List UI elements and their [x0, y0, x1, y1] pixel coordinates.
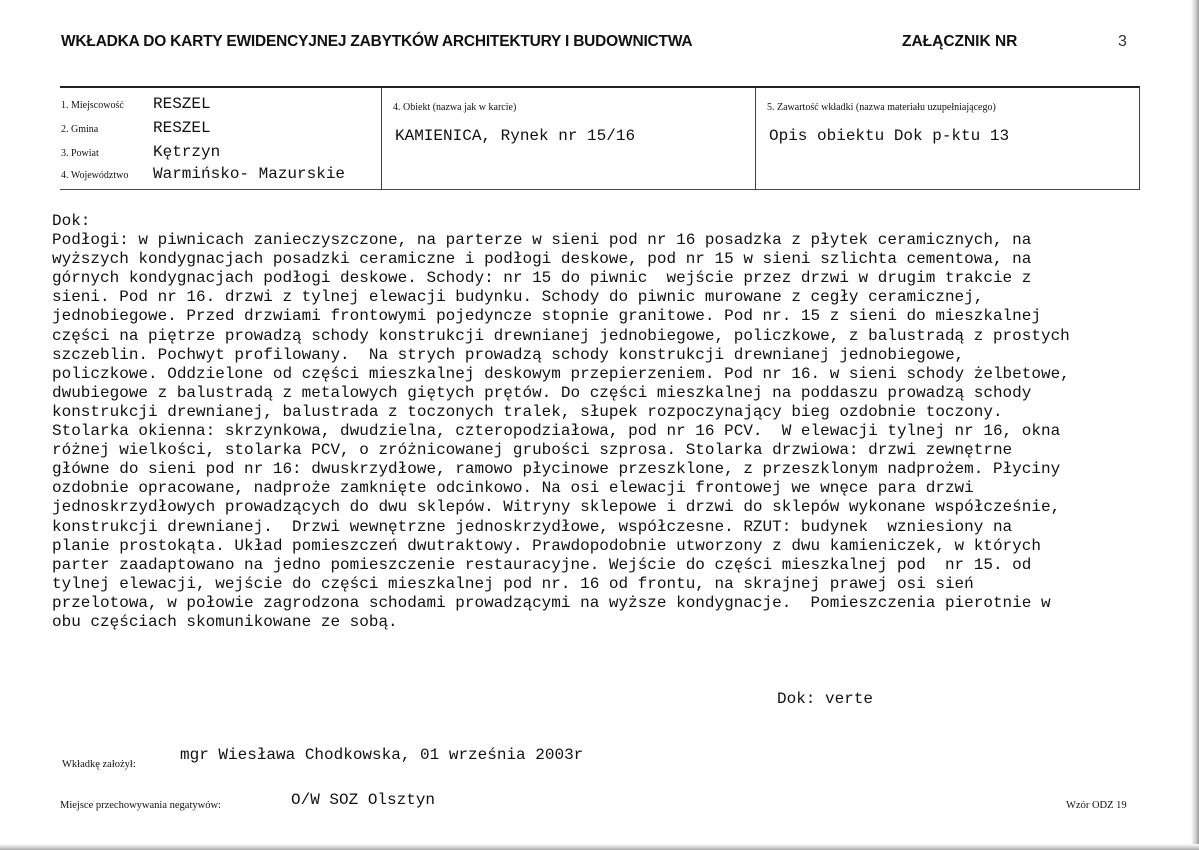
voivodeship-label: 4. Województwo: [61, 170, 129, 181]
commune-row: [60, 118, 381, 140]
district-value: Kętrzyn: [153, 143, 221, 161]
locality-row: [60, 94, 381, 116]
district-label: 3. Powiat: [61, 148, 99, 159]
contents-cell: [755, 88, 1139, 189]
scan-edge-right: [1191, 0, 1199, 850]
author-value: mgr Wiesława Chodkowska, 01 września 2003r: [180, 746, 584, 764]
annex-label: ZAŁĄCZNIK NR: [902, 33, 1018, 50]
negatives-label: Miejsce przechowywania negatywów:: [60, 800, 221, 811]
form-model-label: Wzór ODZ 19: [1066, 800, 1127, 811]
object-cell: [381, 88, 756, 189]
annex-number: 3: [1118, 33, 1127, 50]
voivodeship-row: [60, 164, 381, 186]
locality-label: 1. Miejscowość: [61, 100, 124, 111]
contents-value: Opis obiektu Dok p-ktu 13: [769, 127, 1010, 145]
locality-value: RESZEL: [153, 95, 211, 113]
author-label: Wkładkę założył:: [62, 759, 136, 770]
commune-label: 2. Gmina: [61, 124, 99, 135]
object-label: 4. Obiekt (nazwa jak w karcie): [393, 102, 517, 113]
continuation-note: Dok: verte: [777, 690, 874, 708]
negatives-value: O/W SOZ Olsztyn: [291, 791, 436, 809]
object-value: KAMIENICA, Rynek nr 15/16: [395, 127, 636, 145]
voivodeship-value: Warmińsko- Mazurskie: [153, 165, 346, 183]
contents-label: 5. Zawartość wkładki (nazwa materiału uzupełniającego): [767, 102, 996, 113]
commune-value: RESZEL: [153, 119, 211, 137]
scan-edge-bottom: [0, 844, 1199, 850]
form-title: WKŁADKA DO KARTY EWIDENCYJNEJ ZABYTKÓW ARCHITEKTURY I BUDOWNICTWA: [61, 33, 693, 50]
description-text: Dok: Podłogi: w piwnicach zanieczyszczone, na parterze w sieni pod nr 16 posadzka z płytek ceramicznych, na wyższych kondygnacjach posadzki ceramiczne i podłogi deskowe, pod nr 15 w sieni szlichta cementowa, na górnych kondygnacjach podłogi deskowe. Schody: nr 15 do piwnic wejście przez drzwi w drugim trakcie z sieni. Pod nr 16. drzwi z tylnej elewacji budynku. Schody do piwnic murowane z cegły ceramicznej, jednobiegowe. Przed drzwiami frontowymi pojedyncze stopnie granitowe. Pod nr. 15 z sieni do mieszkalnej części na piętrze prowadzą schody konstrukcji drewnianej jednobiegowe, policzkowe, z balustradą z prostych szczeblin. Pochwyt profilowany. Na strych prowadzą schody konstrukcji drewnianej jednobiegowe, policzkowe. Oddzielone od części mieszkalnej deskowym przepierzeniem. Pod nr 16. w sieni schody żelbetowe, dwubiegowe z balustradą z metalowych giętych prętów. Do części mieszkalnej na poddaszu prowadzą schody konstrukcji drewnianej, balustrada z toczonych tralek, słupek rozpoczynający bieg ozdobnie toczony. Stolarka okienna: skrzynkowa, dwudzielna, czteropodziałowa, pod nr 16 PCV. W elewacji tylnej nr 16, okna różnej wielkości, stolarka PCV, o zróżnicowanej grubości szprosa. Stolarka drzwiowa: drzwi zewnętrne główne do sieni pod nr 16: dwuskrzydłowe, ramowo płycinowe przeszklone, z przeszklonym nadprożem. Płyciny ozdobnie opracowane, nadproże zamknięte odcinkowo. Na osi elewacji frontowej we wnęce para drzwi jednoskrzydłowych prowadzących do dwu sklepów. Witryny sklepowe i drzwi do sklepów wykonane współcześnie, konstrukcji drewnianej. Drzwi wewnętrzne jednoskrzydłowe, współczesne. RZUT: budynek wzniesiony na planie prostokąta. Układ pomieszczeń dwutraktowy. Prawdopodobnie utworzony z dwu kamieniczek, w których parter zaadaptowano na jedno pomieszczenie restauracyjne. Wejście do części mieszkalnej pod nr 15. od tylnej elewacji, wejście do części mieszkalnej pod nr. 16 od frontu, na skrajnej prawej osi sień przelotowa, w połowie zagrodzona schodami prowadzącymi na wyższe kondygnacje. Pomieszczenia pierotnie w obu częściach skomunikowane ze sobą.: [52, 212, 1070, 631]
district-row: [60, 142, 381, 164]
info-table: [60, 86, 1140, 190]
location-cell: [60, 88, 381, 189]
